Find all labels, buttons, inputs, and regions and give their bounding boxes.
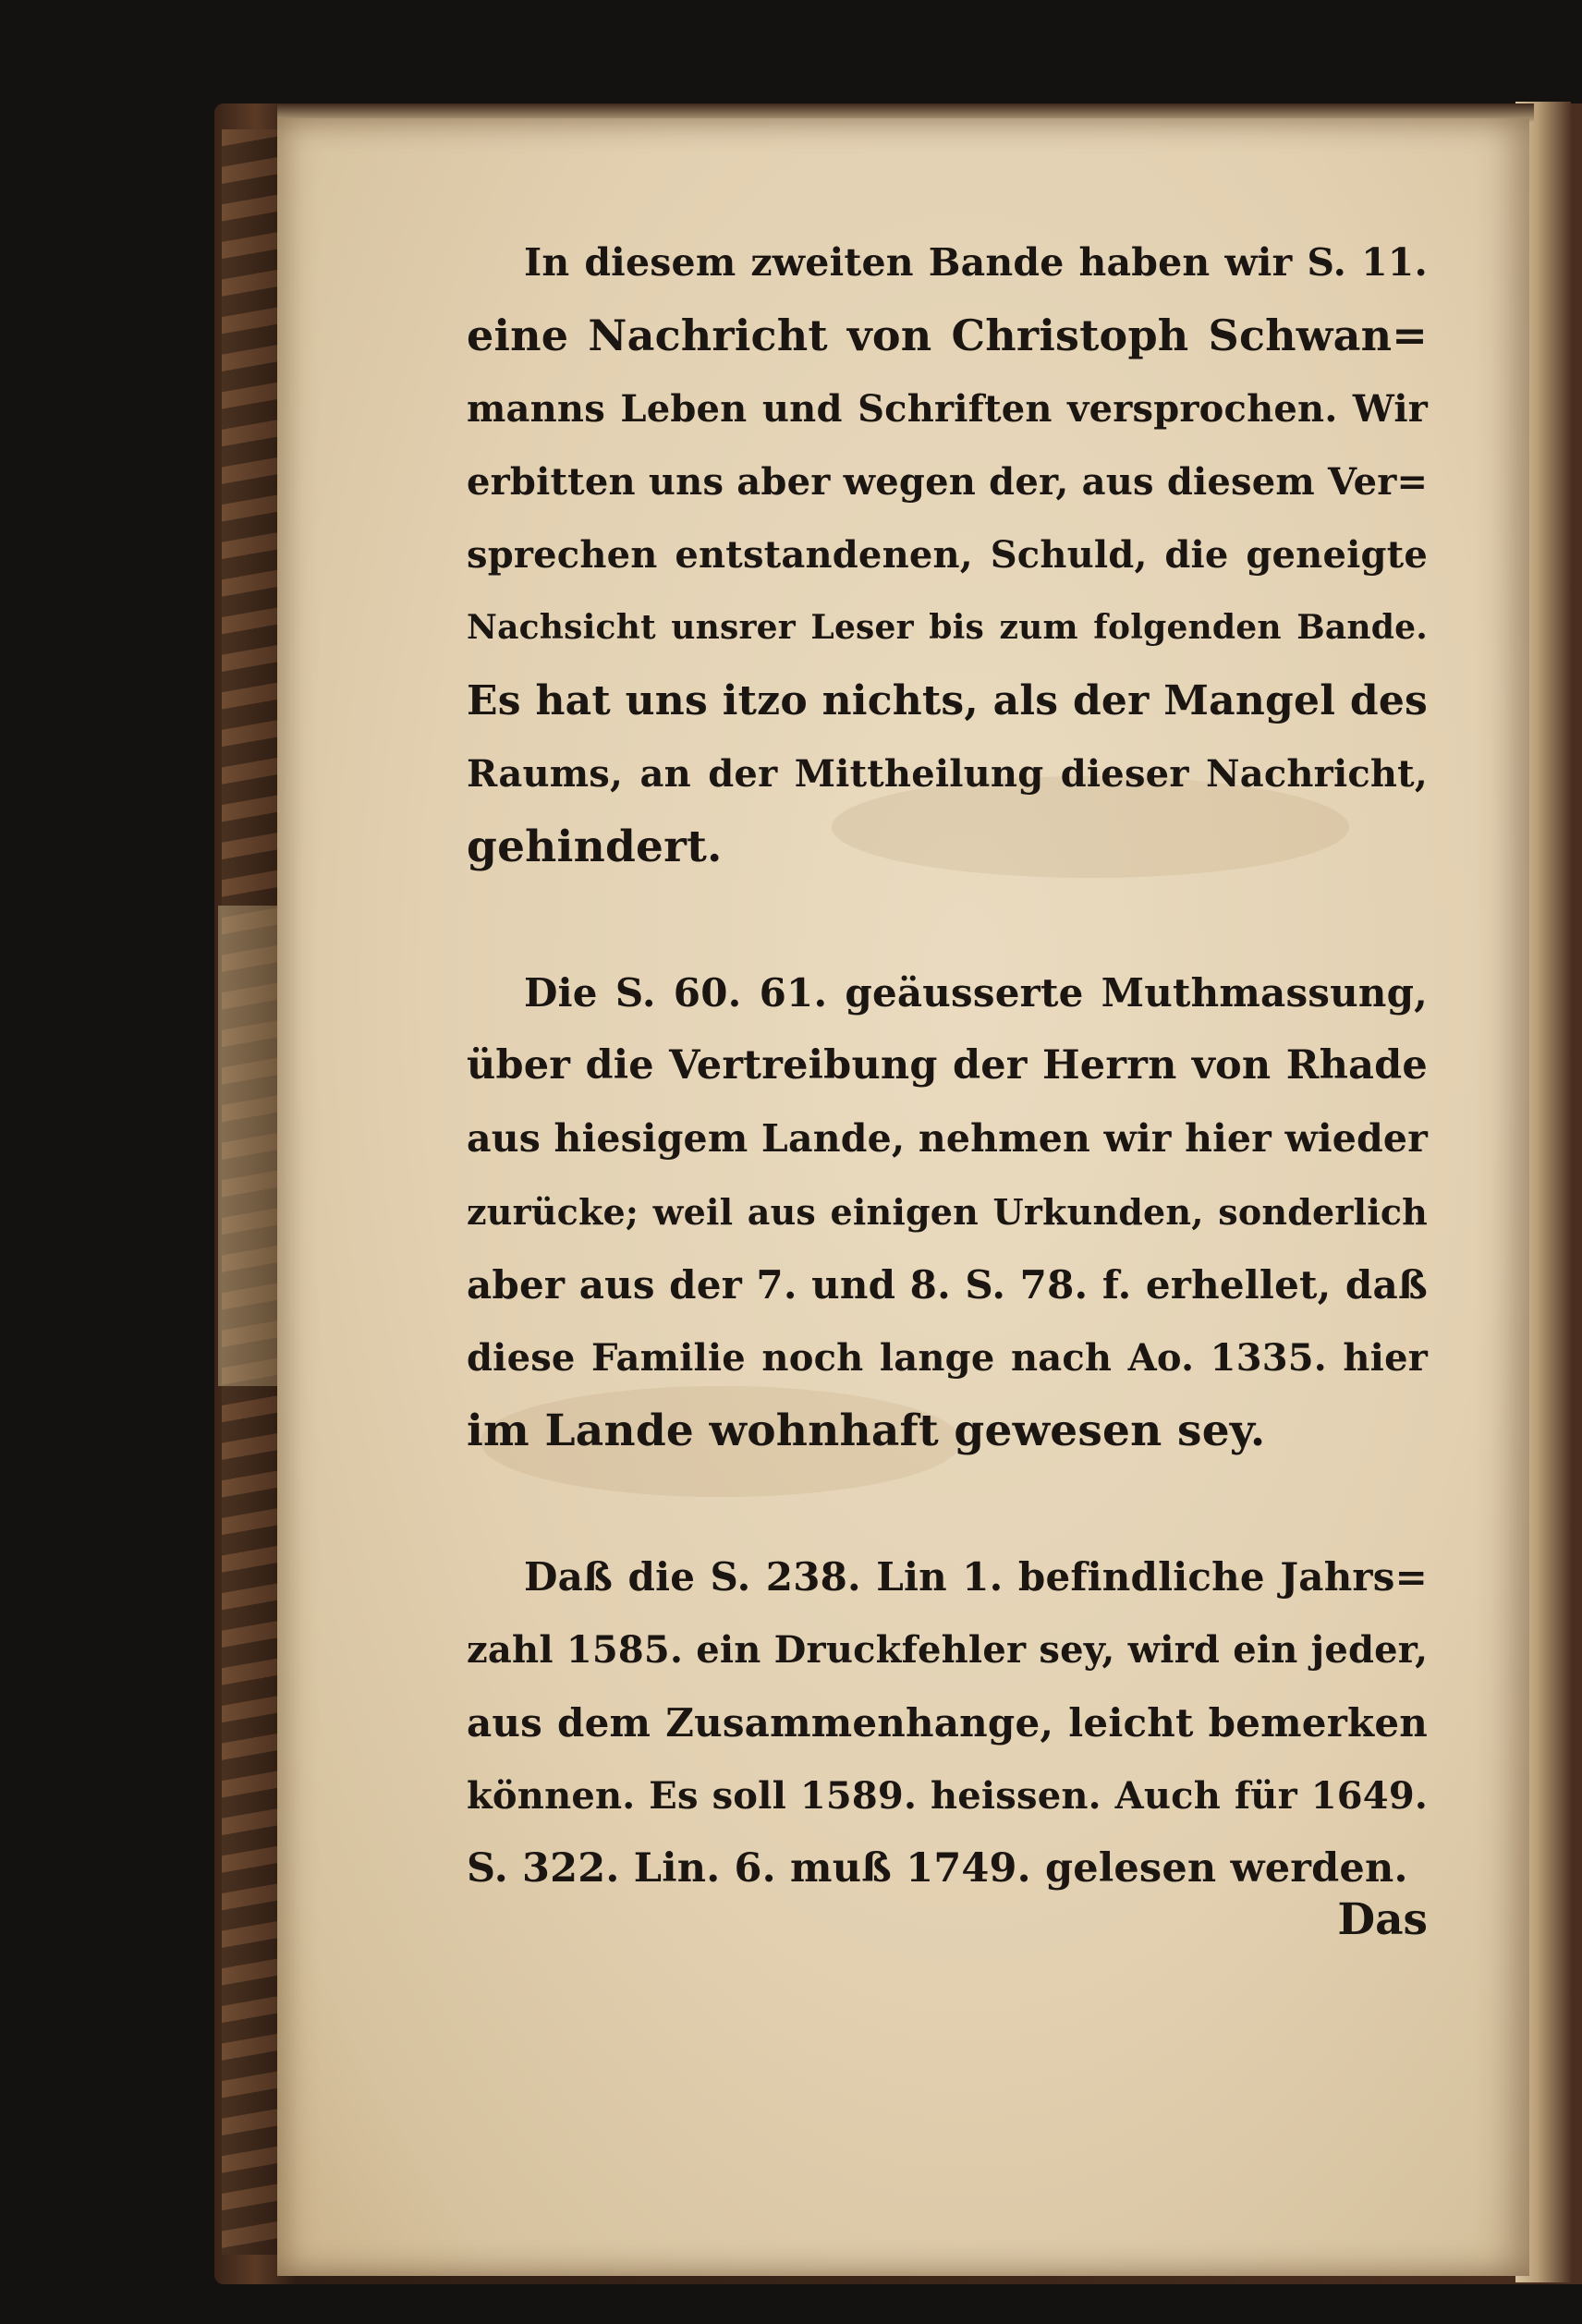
text-line: aus dem Zusammenhange, leicht bemerken	[467, 1700, 1428, 1746]
paragraph-2	[467, 956, 1428, 1467]
paragraph-1	[467, 226, 1428, 883]
worn-spine-patch	[218, 906, 283, 1386]
text-line: über die Vertreibung der Herrn von Rhade	[467, 1042, 1428, 1089]
text-line: zurücke; weil aus einigen Urkunden, sonderlich	[467, 1191, 1428, 1233]
text-line: Raums, an der Mittheilung dieser Nachricht,	[467, 752, 1428, 796]
text-line: sprechen entstandenen, Schuld, die geneigte	[467, 533, 1428, 577]
text-line: Daß die S. 238. Lin 1. befindliche Jahrs=	[524, 1554, 1428, 1600]
text-line: diese Familie noch lange nach Ao. 1335. hier	[467, 1336, 1428, 1380]
text-line: Es hat uns itzo nichts, als der Mangel des	[467, 677, 1428, 724]
text-line: zahl 1585. ein Druckfehler sey, wird ein jeder,	[467, 1628, 1429, 1672]
text-line: aus hiesigem Lande, nehmen wir hier wieder	[467, 1116, 1428, 1161]
text-line: S. 322. Lin. 6. muß 1749. gelesen werden.	[467, 1845, 1408, 1892]
text-line: manns Leben und Schriften versprochen. Wir	[467, 387, 1428, 431]
paragraph-3	[467, 1540, 1428, 1905]
text-line: gehindert.	[467, 821, 723, 872]
text-line: In diesem zweiten Bande haben wir S. 11.	[524, 240, 1428, 285]
text-line: im Lande wohnhaft gewesen sey.	[467, 1405, 1266, 1456]
text-line: eine Nachricht von Christoph Schwan=	[467, 310, 1428, 360]
catchword: Das	[1337, 1894, 1428, 1945]
text-line: erbitten uns aber wegen der, aus diesem Ver=	[467, 460, 1429, 504]
text-line: aber aus der 7. und 8. S. 78. f. erhellet, daß	[467, 1262, 1428, 1308]
text-line: Die S. 60. 61. geäusserte Muthmassung,	[524, 970, 1428, 1016]
text-line: Nachsicht unsrer Leser bis zum folgenden Bande.	[467, 608, 1428, 647]
text-line: können. Es soll 1589. heissen. Auch für 1649.	[467, 1774, 1428, 1818]
page-text	[467, 226, 1428, 1905]
